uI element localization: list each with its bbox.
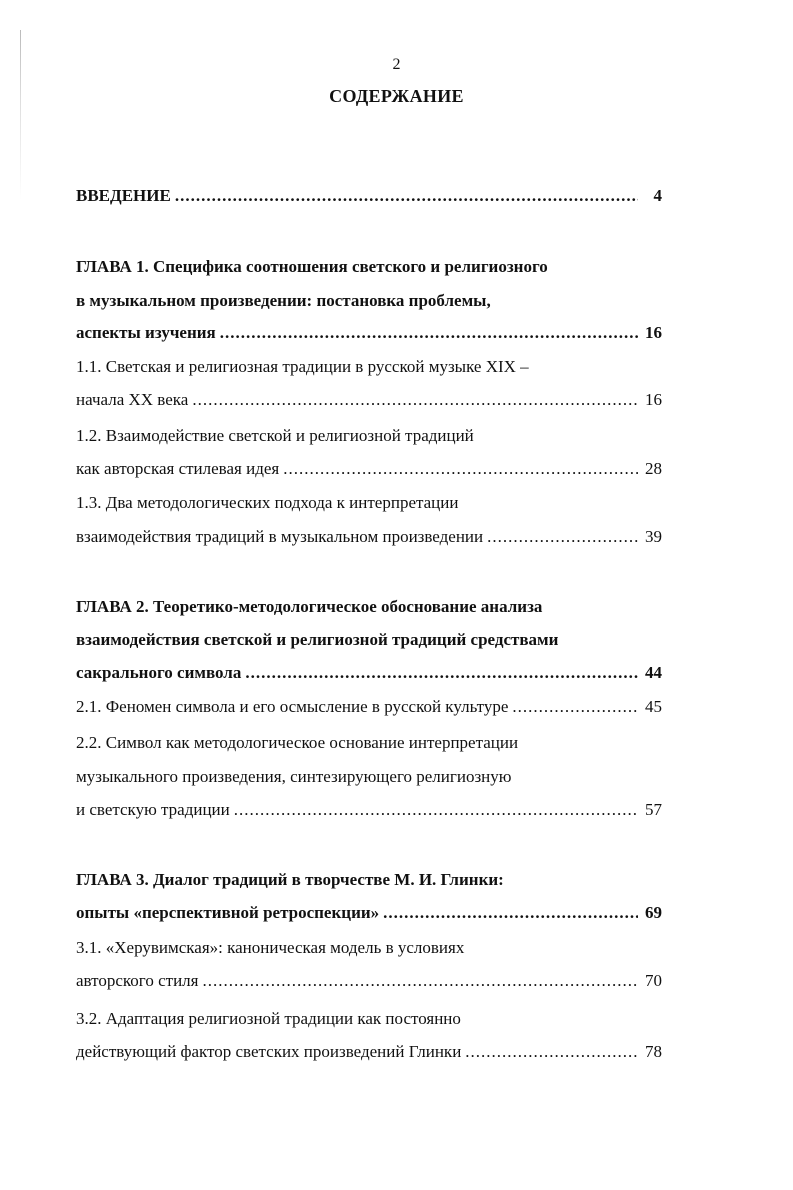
chapter3-title-line1: ГЛАВА 3. Диалог традиций в творчестве М. И. Глинки:	[76, 870, 504, 889]
toc-page-number: 39	[645, 527, 662, 546]
toc-entry-chapter1[interactable]	[76, 320, 662, 346]
section-3-2-line1: 3.2. Адаптация религиозной традиции как постоянно	[76, 1009, 461, 1028]
toc-entry-label: опыты «перспективной ретроспекции»	[76, 903, 380, 922]
chapter1-title-line1: ГЛАВА 1. Специфика соотношения светского и религиозного	[76, 257, 548, 276]
leader-dots	[175, 183, 638, 209]
leader-dots	[220, 320, 638, 346]
section-1-1-line1: 1.1. Светская и религиозная традиции в русской музыке XIX –	[76, 357, 529, 376]
toc-page-number: 16	[645, 390, 662, 409]
toc-entry-section-1-1[interactable]	[76, 387, 662, 413]
page-number: 2	[392, 56, 401, 73]
page-title: СОДЕРЖАНИЕ	[329, 86, 464, 106]
chapter2-title-line2: взаимодействия светской и религиозной традиций средствами	[76, 630, 559, 649]
toc-entry-section-2-2[interactable]	[76, 797, 662, 823]
leader-dots	[283, 456, 638, 482]
toc-entry-section-1-3[interactable]	[76, 524, 662, 550]
toc-page-number: 44	[645, 663, 662, 682]
toc-entry-section-3-1[interactable]	[76, 968, 662, 994]
leader-dots	[234, 797, 638, 823]
toc-entry-label: сакрального символа	[76, 663, 242, 682]
section-2-2-line1: 2.2. Символ как методологическое основание интерпретации	[76, 733, 519, 752]
leader-dots	[245, 660, 638, 686]
section-2-2-line2: музыкального произведения, синтезирующего религиозную	[76, 767, 512, 786]
section-1-3-line1: 1.3. Два методологических подхода к интерпретации	[76, 493, 459, 512]
toc-page-number: 45	[645, 697, 662, 716]
toc-entry-section-1-2[interactable]	[76, 456, 662, 482]
section-3-1-line1: 3.1. «Херувимская»: каноническая модель в условиях	[76, 938, 465, 957]
toc-page-number: 78	[645, 1042, 662, 1061]
chapter1-title-line2: в музыкальном произведении: постановка проблемы,	[76, 291, 491, 310]
toc-entry-label: как авторская стилевая идея	[76, 459, 280, 478]
toc-entry-label: аспекты изучения	[76, 323, 216, 342]
toc-entry-section-2-1[interactable]	[76, 694, 662, 720]
leader-dots	[192, 387, 638, 413]
leader-dots	[512, 694, 638, 720]
toc-entry-chapter3[interactable]	[76, 900, 662, 926]
toc-entry-label: авторского стиля	[76, 971, 199, 990]
toc-page-number: 4	[653, 186, 662, 205]
toc-entry-label: 2.1. Феномен символа и его осмысление в русской культуре	[76, 697, 509, 716]
toc-page-number: 70	[645, 971, 662, 990]
toc-entry-label: действующий фактор светских произведений Глинки	[76, 1042, 462, 1061]
toc-entry-label: взаимодействия традиций в музыкальном произведении	[76, 527, 484, 546]
section-1-2-line1: 1.2. Взаимодействие светской и религиозной традиций	[76, 426, 474, 445]
leader-dots	[202, 968, 638, 994]
leader-dots	[487, 524, 638, 550]
toc-entry-label: начала XX века	[76, 390, 189, 409]
toc-page-number: 16	[645, 323, 662, 342]
toc-entry-introduction[interactable]	[76, 183, 662, 209]
toc-page-number: 57	[645, 800, 662, 819]
leader-dots	[383, 900, 638, 926]
toc-entry-label: ВВЕДЕНИЕ	[76, 186, 171, 205]
toc-entry-chapter2[interactable]	[76, 660, 662, 686]
toc-entry-label: и светскую традиции	[76, 800, 230, 819]
toc-page-number: 28	[645, 459, 662, 478]
toc-page-number: 69	[645, 903, 662, 922]
chapter2-title-line1: ГЛАВА 2. Теоретико-методологическое обоснование анализа	[76, 597, 543, 616]
leader-dots	[465, 1039, 638, 1065]
toc-entry-section-3-2[interactable]	[76, 1039, 662, 1065]
